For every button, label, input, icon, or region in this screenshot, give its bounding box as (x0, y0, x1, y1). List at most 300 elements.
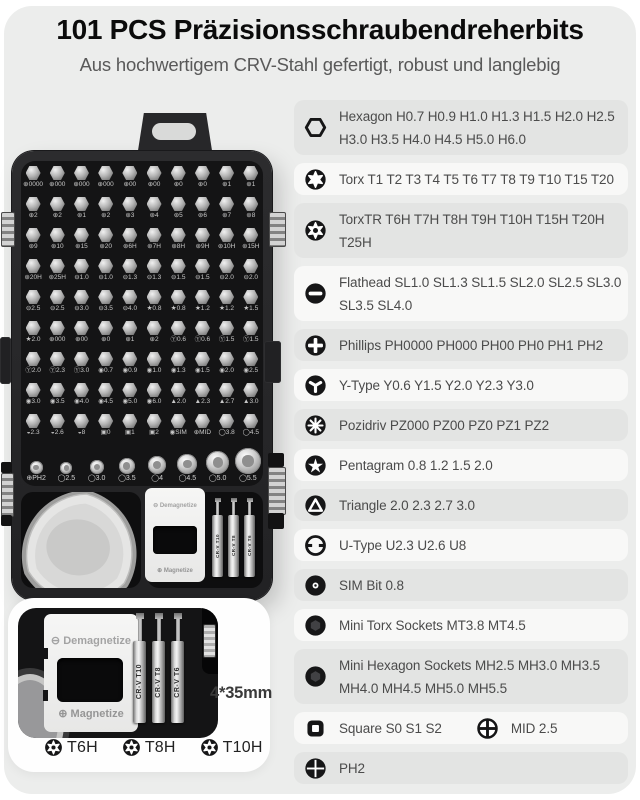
metal-bit (98, 321, 113, 335)
metal-bit (147, 197, 162, 211)
bit-slot (142, 196, 166, 227)
metal-bit (219, 166, 234, 180)
bit-slot (142, 351, 166, 382)
right-upper-latch (269, 212, 286, 247)
metal-bit (50, 414, 65, 428)
phillips-icon (304, 334, 327, 357)
bit-slot (94, 382, 118, 413)
left-side-tab (0, 337, 11, 384)
bit-slot-label: ⊛8H (171, 243, 186, 250)
opening-pick (21, 492, 141, 588)
metal-bit (122, 197, 137, 211)
right-lower-latch-cap (268, 453, 284, 467)
bit-slot (142, 413, 166, 444)
bit-slot-label: ◯4.5 (242, 429, 259, 436)
inset-label-t10h (200, 738, 263, 757)
socket-slot (82, 444, 112, 484)
bit-slot (94, 320, 118, 351)
bit-grid-row-6 (21, 320, 263, 351)
metal-bit (122, 414, 137, 428)
bit-slot (239, 165, 263, 196)
left-upper-latch (1, 212, 15, 247)
bit-slot-label: ⊛7H (147, 243, 161, 250)
bit-slot (239, 258, 263, 289)
socket-slot (51, 444, 81, 484)
bit-slot-label: ◉0.9 (122, 367, 138, 374)
metal-bit (219, 197, 234, 211)
bit-type-text: Triangle 2.0 2.3 2.7 3.0 (339, 497, 475, 513)
u-type-icon (304, 534, 327, 557)
bit-slot-label: ⊛7 (222, 212, 232, 219)
bit-grid-row-4 (21, 258, 263, 289)
bit-slot (239, 413, 263, 444)
metal-bit (147, 321, 162, 335)
metal-bit (50, 166, 65, 180)
left-lower-latch-cap2 (1, 515, 12, 526)
bit-type-text: TorxTR T6H T7H T8H T9H T10H T15H T20H T25H (339, 211, 605, 250)
zoom-inset-card (8, 598, 273, 772)
crv-bit-stick (133, 613, 146, 723)
bit-shaft (133, 641, 146, 723)
bit-slot-label: ◉3.0 (25, 398, 41, 405)
metal-bit (26, 259, 41, 273)
inset-bit-type-labels (44, 738, 263, 757)
bit-slot (69, 320, 93, 351)
left-lower-latch-cap (1, 462, 12, 473)
bit-grid-row-2 (21, 196, 263, 227)
bit-shaft (244, 515, 255, 577)
metal-bit (98, 197, 113, 211)
bit-slot-label: ⊛15 (75, 243, 88, 250)
bit-type-text: Y-Type Y0.6 Y1.5 Y2.0 Y2.3 Y3.0 (339, 377, 534, 393)
bit-slot-label: ⊕000 (49, 181, 66, 188)
bit-slot (190, 165, 214, 196)
bit-engraving: CR-V T6 (174, 666, 181, 698)
bit-slot (166, 165, 190, 196)
inset-label-text: T6H (67, 738, 98, 756)
metal-bit (98, 352, 113, 366)
ph2-icon (304, 757, 327, 780)
bit-shaft (212, 515, 223, 577)
socket-row (21, 444, 263, 486)
bit-engraving: CR-V T10 (215, 533, 220, 558)
bit-slot-label: Ⓨ3.0 (73, 367, 90, 374)
bit-slot-label: ⊛5 (173, 212, 183, 219)
metal-bit (195, 352, 210, 366)
bit-slot-label: Ⓨ0.6 (170, 336, 186, 343)
metal-bit (122, 383, 137, 397)
magnetizer-slot (153, 526, 197, 554)
crv-bit-stick (244, 498, 255, 577)
bit-slot (215, 351, 239, 382)
bit-slot-label: ⊖3.5 (98, 305, 113, 312)
magnetizer-tool-zoom (44, 614, 138, 732)
bit-slot-label: Ⓨ0.6 (194, 336, 211, 343)
bit-slot-label: ⊕2 (149, 336, 159, 343)
bit-shaft (228, 515, 239, 577)
torx-tr-icon (44, 738, 63, 757)
bit-slot-label: Ⓨ2.3 (49, 367, 66, 374)
metal-bit (195, 414, 210, 428)
bit-slot (21, 320, 45, 351)
metal-bit (122, 228, 137, 242)
bit-slot-label: ⊛20H (24, 274, 42, 281)
metal-bit (74, 414, 89, 428)
bit-slot (142, 289, 166, 320)
bit-slot (45, 289, 69, 320)
bit-slot-label: Ⓨ1.5 (243, 336, 259, 343)
bit-slot-label: ★0.8 (170, 305, 186, 312)
bit-slot-label: ⊕0 (173, 181, 183, 188)
bit-slot (166, 196, 190, 227)
bit-slot (142, 258, 166, 289)
metal-bit (50, 290, 65, 304)
bit-slot-label: ⊕1 (222, 181, 232, 188)
bit-type-row-flathead (294, 266, 628, 321)
metal-bit (219, 352, 234, 366)
metal-bit (195, 228, 210, 242)
bit-slot-label: ⊖2.5 (50, 305, 65, 312)
bit-slot-label: ⊛25H (48, 274, 66, 281)
bit-holder-bit (203, 624, 216, 658)
square-icon (304, 717, 327, 740)
bit-slot-label: ⊛4 (149, 212, 159, 219)
bit-slot (239, 382, 263, 413)
bit-engraving: CR-V T8 (155, 666, 162, 698)
metal-bit (243, 290, 258, 304)
metal-socket (119, 458, 135, 474)
metal-bit (50, 352, 65, 366)
bit-size-label: 4*35mm (210, 684, 273, 702)
bit-slot (239, 196, 263, 227)
bit-slot-label: ⊕000 (49, 336, 66, 343)
bit-slot-label: ⊖1.0 (98, 274, 113, 281)
bit-slot-label: ⊖4.0 (122, 305, 138, 312)
pozidriv-icon (304, 414, 327, 437)
socket-slot-label: ◯2.5 (57, 475, 76, 482)
bit-slot (21, 289, 45, 320)
right-lower-latch (268, 467, 286, 515)
metal-bit (98, 166, 113, 180)
bit-slot-label: ⊖1.5 (170, 274, 186, 281)
bit-slot-label: ⊖1.3 (146, 274, 162, 281)
bit-slot (21, 382, 45, 413)
bit-type-row-pentagram (294, 449, 628, 481)
demagnetize-label-zoom: ⊖ Demagnetize (50, 635, 132, 647)
bit-slot (45, 351, 69, 382)
bit-slot-label: Ⓨ2.0 (25, 367, 41, 374)
bit-slot-label: ◯3.8 (218, 429, 235, 436)
bit-slot-label: ⊖1.5 (195, 274, 210, 281)
bit-slot (215, 165, 239, 196)
bit-slot (21, 413, 45, 444)
bit-tip-shaft (138, 619, 142, 641)
bit-type-list (294, 100, 628, 784)
socket-slot-label: ⊕PH2 (26, 475, 46, 482)
metal-bit (243, 414, 258, 428)
bit-type-text: Square S0 S1 S2 (339, 720, 442, 736)
bit-slot-label: ⊕MID (193, 429, 212, 436)
bit-slot-label: ⊛6 (197, 212, 207, 219)
bit-slot-label: ◉4.5 (98, 398, 114, 405)
metal-bit (50, 259, 65, 273)
metal-socket (177, 454, 197, 474)
bit-slot (166, 413, 190, 444)
bit-slot-label: ⊖2.5 (25, 305, 41, 312)
inset-label-t8h (122, 738, 176, 757)
bit-type-row-square (294, 712, 628, 744)
bit-slot-label: ◉5.0 (122, 398, 138, 405)
bit-slot (45, 258, 69, 289)
metal-bit (219, 290, 234, 304)
bit-type-text: MID 2.5 (510, 720, 558, 736)
metal-bit (171, 290, 186, 304)
bit-slot-label: ⊛9H (195, 243, 210, 250)
bit-slot (142, 165, 166, 196)
bit-slot-label: ⊕00 (147, 181, 161, 188)
metal-bit (171, 259, 186, 273)
bit-slot-label: ⊖1.3 (122, 274, 138, 281)
bit-tip-shaft (157, 619, 161, 641)
metal-socket (235, 448, 261, 474)
metal-bit (171, 321, 186, 335)
crv-bit-stick (212, 498, 223, 577)
bit-slot-label: ◒2.3 (26, 429, 40, 436)
socket-slot (112, 444, 142, 484)
metal-bit (50, 383, 65, 397)
bit-slot-label: ⊛2 (101, 212, 111, 219)
inset-label-text: T10H (222, 738, 263, 756)
bit-type-row-triangle (294, 489, 628, 521)
bit-slot-label: ◉0.7 (98, 367, 114, 374)
bit-slot-label: ⊖2.0 (243, 274, 259, 281)
bit-type-text: Mini Hexagon Sockets MH2.5 MH3.0 MH3.5 MH4.0 MH4.5 MH5.0 MH5.5 (339, 657, 601, 696)
bit-engraving: CR-V T10 (136, 664, 143, 700)
bit-slot-label: ◉2.0 (219, 367, 234, 374)
bit-slot (69, 196, 93, 227)
magnetize-label-zoom: ⊕ Magnetize (58, 708, 124, 720)
bit-slot (21, 196, 45, 227)
metal-bit (74, 166, 89, 180)
bit-slot-label: ⊕00 (123, 181, 137, 188)
bit-grid-row-9 (21, 413, 263, 444)
bit-slot (45, 165, 69, 196)
metal-socket (30, 461, 43, 474)
bit-slot (94, 196, 118, 227)
socket-slot-label: ◯3.0 (87, 475, 106, 482)
bit-type-text: Mini Torx Sockets MT3.8 MT4.5 (339, 617, 526, 633)
metal-bit (219, 414, 234, 428)
magnetize-label: ⊕ Magnetize (157, 568, 193, 574)
metal-bit (26, 197, 41, 211)
bit-slot-label: ▲3.0 (243, 398, 259, 405)
bit-slot-label: ⊛1 (76, 212, 86, 219)
bit-type-text: SIM Bit 0.8 (339, 577, 404, 593)
bit-engraving: CR-V T6 (247, 535, 252, 557)
metal-bit (171, 414, 186, 428)
bit-slot (215, 320, 239, 351)
bit-slot-label: ⊕1 (246, 181, 256, 188)
page-subtitle: Aus hochwertigem CRV-Stahl gefertigt, robust und langlebig (79, 54, 561, 75)
crv-bit-stick (171, 613, 184, 723)
metal-bit (122, 321, 137, 335)
bit-slot-label: ⊕0000 (23, 181, 44, 188)
metal-bit (74, 383, 89, 397)
bit-grid-row-5 (21, 289, 263, 320)
bit-grid-row-1 (21, 165, 263, 196)
bit-type-text: Phillips PH0000 PH000 PH00 PH0 PH1 PH2 (339, 337, 604, 353)
magnetizer-slot-zoom (57, 658, 123, 702)
socket-icon (304, 665, 327, 688)
bit-slot-label: ⊕00 (75, 336, 88, 343)
bit-type-text: Flathead SL1.0 SL1.3 SL1.5 SL2.0 SL2.5 SL3.0 SL3.5 SL4.0 (339, 274, 622, 313)
bit-type-row-pozidriv (294, 409, 628, 441)
mid-icon (476, 717, 499, 740)
bit-tip-shaft (232, 502, 235, 515)
bit-slot (94, 413, 118, 444)
bit-slot-label: ◉1.5 (195, 367, 210, 374)
metal-bit (74, 228, 89, 242)
bit-slot-label: ◉2.5 (243, 367, 259, 374)
socket-slot (172, 444, 202, 484)
bit-type-row-mini (294, 609, 628, 641)
bit-slot (190, 413, 214, 444)
bit-slot-label: ◒8 (77, 429, 86, 436)
bit-slot-label: ⊖1.0 (74, 274, 89, 281)
metal-socket (60, 462, 72, 474)
bit-slot-label: ◉6.0 (146, 398, 162, 405)
bit-slot (21, 165, 45, 196)
socket-slot-label: ◯4.5 (178, 475, 197, 482)
metal-bit (171, 228, 186, 242)
metal-bit (122, 166, 137, 180)
bit-slot (45, 196, 69, 227)
bit-slot (69, 351, 93, 382)
metal-bit (147, 352, 162, 366)
metal-socket (90, 460, 104, 474)
bit-slot (21, 227, 45, 258)
bit-slot-label: ◉1.0 (146, 367, 162, 374)
bit-slot (215, 196, 239, 227)
triangle-icon (304, 494, 327, 517)
metal-bit (147, 166, 162, 180)
bit-slot-label: ⊛15H (242, 243, 260, 250)
bit-type-text: Torx T1 T2 T3 T4 T5 T6 T7 T8 T9 T10 T15 T20 (339, 171, 614, 187)
sim-icon (304, 574, 327, 597)
zoom-inset-photo (18, 608, 218, 738)
torx-tr-icon (200, 738, 219, 757)
metal-bit (243, 352, 258, 366)
bit-slot (215, 413, 239, 444)
bit-type-row-phillips (294, 329, 628, 361)
bit-slot (142, 382, 166, 413)
bit-slot-label: ⊕0 (197, 181, 207, 188)
bit-slot (190, 258, 214, 289)
tray-tools-compartment (147, 492, 263, 588)
bit-slot (166, 382, 190, 413)
metal-bit (195, 321, 210, 335)
metal-bit (74, 197, 89, 211)
crv-bit-stick (152, 613, 165, 723)
bit-slot (239, 351, 263, 382)
bit-type-row-ph2 (294, 752, 628, 784)
bit-tip-shaft (248, 502, 251, 515)
socket-slot-label: ◯4 (151, 475, 163, 482)
metal-bit (98, 228, 113, 242)
bit-slot (21, 351, 45, 382)
socket-slot (142, 444, 172, 484)
bit-grid-row-3 (21, 227, 263, 258)
metal-bit (26, 228, 41, 242)
bit-slot-label: ⊛8 (246, 212, 256, 219)
bit-slot (142, 320, 166, 351)
metal-bit (219, 383, 234, 397)
metal-bit (98, 259, 113, 273)
magnetizer-notch (43, 648, 48, 659)
magnetizer-notch (43, 690, 48, 701)
bit-slot (190, 351, 214, 382)
metal-bit (50, 321, 65, 335)
bit-shaft (152, 641, 165, 723)
torx-tr-icon (122, 738, 141, 757)
bit-type-row-y-type (294, 369, 628, 401)
bit-slot-label: ★2.0 (25, 336, 41, 343)
bit-slot-label: ⊛10 (50, 243, 64, 250)
metal-bit (219, 228, 234, 242)
bit-slot-label: ▣1 (124, 429, 135, 436)
metal-bit (147, 414, 162, 428)
bit-tip-shaft (176, 619, 180, 641)
bit-slot (45, 413, 69, 444)
bit-slot (94, 165, 118, 196)
bit-slot (239, 289, 263, 320)
bit-type-text: Hexagon H0.7 H0.9 H1.0 H1.3 H1.5 H2.0 H2.5 H3.0 H3.5 H4.0 H4.5 H5.0 H6.0 (339, 108, 615, 147)
bit-slot (215, 382, 239, 413)
bit-grid-row-8 (21, 382, 263, 413)
bit-slot (118, 196, 142, 227)
bit-slot-label: ★1.2 (219, 305, 235, 312)
bit-slot (166, 227, 190, 258)
bit-slot-label: ★1.2 (194, 305, 210, 312)
pentagram-icon (304, 454, 327, 477)
right-lower-latch-cap2 (268, 513, 284, 529)
metal-bit (26, 166, 41, 180)
demagnetize-label: ⊖ Demagnetize (153, 503, 197, 509)
metal-bit (219, 321, 234, 335)
bit-slot (190, 320, 214, 351)
bit-slot (69, 258, 93, 289)
metal-bit (26, 290, 41, 304)
bit-slot (118, 165, 142, 196)
socket-slot-label: ◯3.5 (118, 475, 136, 482)
bit-slot (45, 320, 69, 351)
metal-bit (219, 259, 234, 273)
metal-bit (171, 383, 186, 397)
bit-slot (118, 413, 142, 444)
inset-label-t6h (44, 738, 98, 757)
bit-slot (69, 289, 93, 320)
bit-engraving: CR-V T8 (231, 535, 236, 557)
bit-type-text: U-Type U2.3 U2.6 U8 (339, 537, 467, 553)
bit-slot (94, 289, 118, 320)
bit-slot (69, 165, 93, 196)
bit-type-row-hexagon (294, 100, 628, 155)
bit-type-text: PH2 (339, 760, 365, 776)
bit-slot-label: ★0.8 (146, 305, 162, 312)
bit-slot-label: ◉1.3 (170, 367, 186, 374)
metal-bit (26, 321, 41, 335)
bit-slot (190, 196, 214, 227)
